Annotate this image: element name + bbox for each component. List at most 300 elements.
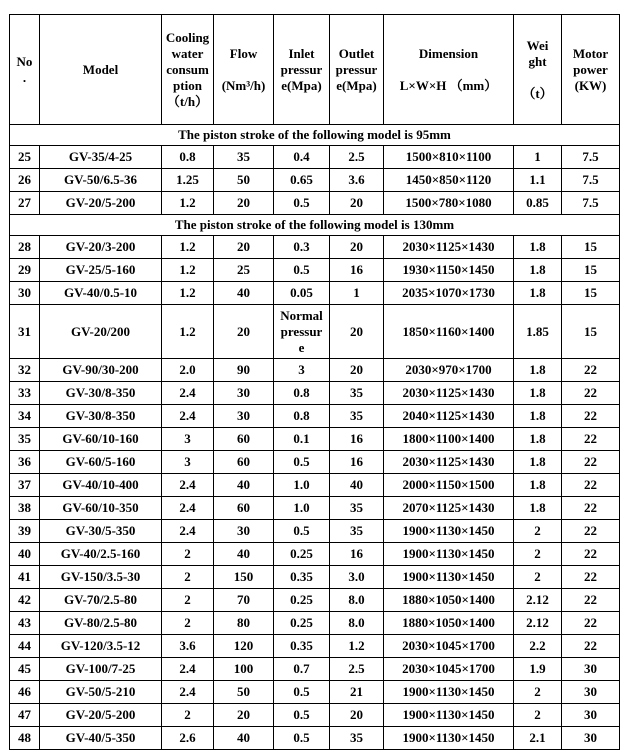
- cell-cooling-water-text: 2: [184, 569, 191, 584]
- table-row: [10, 236, 620, 259]
- cell-outlet-pressure-text: 3.6: [348, 172, 365, 187]
- cell-weight-text: 1.9: [529, 661, 546, 676]
- cell-weight: [514, 543, 562, 566]
- cell-inlet-pressure-text: 0.5: [293, 454, 310, 469]
- cell-outlet-pressure-text: 20: [350, 362, 363, 377]
- cell-model-text: GV-150/3.5-30: [60, 569, 141, 584]
- cell-dimension: [384, 382, 514, 405]
- cell-weight: [514, 589, 562, 612]
- cell-weight-text: 1.8: [529, 362, 546, 377]
- cell-dimension: [384, 259, 514, 282]
- cell-inlet-pressure-text: 0.8: [293, 408, 310, 423]
- cell-dimension-text: 2030×1045×1700: [402, 638, 495, 653]
- cell-weight-text: 1.8: [529, 477, 546, 492]
- cell-dimension-text: 1850×1160×1400: [402, 323, 495, 339]
- cell-inlet-pressure-text: 0.5: [293, 684, 310, 699]
- cell-motor-power-text: 30: [584, 684, 597, 699]
- cell-flow-text: 60: [237, 431, 250, 446]
- table-row: [10, 405, 620, 428]
- cell-cooling-water: [162, 658, 214, 681]
- table-row: [10, 382, 620, 405]
- cell-outlet-pressure-text: 20: [350, 195, 363, 210]
- cell-motor-power: [562, 474, 620, 497]
- cell-no-text: 36: [18, 454, 31, 469]
- cell-outlet-pressure-text: 2.5: [348, 661, 365, 676]
- cell-model: [40, 497, 162, 520]
- cell-motor-power: [562, 589, 620, 612]
- cell-dimension-text: 1900×1130×1450: [402, 684, 495, 699]
- cell-outlet-pressure: [330, 169, 384, 192]
- cell-cooling-water-text: 2: [184, 615, 191, 630]
- cell-model-text: GV-100/7-25: [65, 661, 136, 676]
- cell-inlet-pressure: [274, 520, 330, 543]
- cell-inlet-pressure-text: 0.35: [290, 638, 313, 653]
- cell-motor-power: [562, 259, 620, 282]
- cell-motor-power: [562, 543, 620, 566]
- cell-weight-text: 1.8: [529, 454, 546, 469]
- cell-outlet-pressure-text: 40: [350, 477, 363, 492]
- cell-inlet-pressure-text: 0.65: [290, 172, 313, 187]
- cell-dimension-text: 1930×1150×1450: [402, 262, 495, 277]
- cell-inlet-pressure: [274, 727, 330, 750]
- cell-model-text: GV-30/5-350: [65, 523, 136, 538]
- cell-flow: [214, 282, 274, 305]
- table-row: [10, 192, 620, 215]
- section-header-row: [10, 215, 620, 236]
- cell-motor-power: [562, 612, 620, 635]
- cell-cooling-water-text: 3: [184, 454, 191, 469]
- cell-no: [10, 658, 40, 681]
- cell-weight: [514, 658, 562, 681]
- cell-model: [40, 192, 162, 215]
- cell-motor-power-text: 15: [584, 262, 597, 277]
- cell-model: [40, 681, 162, 704]
- cell-motor-power: [562, 497, 620, 520]
- cell-no: [10, 612, 40, 635]
- cell-outlet-pressure-text: 8.0: [348, 615, 365, 630]
- cell-no-text: 31: [18, 323, 31, 339]
- cell-flow: [214, 635, 274, 658]
- table-row: [10, 612, 620, 635]
- cell-motor-power-text: 15: [584, 285, 597, 300]
- cell-model-text: GV-40/5-350: [65, 730, 136, 745]
- cell-weight: [514, 236, 562, 259]
- cell-inlet-pressure-text: 0.1: [293, 431, 310, 446]
- cell-inlet-pressure: [274, 382, 330, 405]
- cell-weight-text: 2.12: [526, 615, 549, 630]
- table-row: [10, 635, 620, 658]
- cell-dimension-text: 1800×1100×1400: [402, 431, 495, 446]
- cell-weight: [514, 704, 562, 727]
- cell-model-text: GV-20/3-200: [65, 239, 136, 254]
- cell-model: [40, 612, 162, 635]
- cell-flow-text: 30: [237, 408, 250, 423]
- cell-model-text: GV-30/8-350: [65, 408, 136, 423]
- cell-dimension: [384, 566, 514, 589]
- cell-inlet-pressure: [274, 497, 330, 520]
- cell-flow-text: 40: [237, 730, 250, 745]
- cell-no: [10, 282, 40, 305]
- cell-weight-text: 1.8: [529, 262, 546, 277]
- cell-weight-text: 1.85: [526, 323, 549, 339]
- header-no: No .: [10, 15, 40, 125]
- cell-model-text: GV-30/8-350: [65, 385, 136, 400]
- cell-inlet-pressure-text: 1.0: [293, 500, 310, 515]
- cell-outlet-pressure-text: 16: [350, 546, 363, 561]
- cell-flow-text: 20: [237, 239, 250, 254]
- cell-flow: [214, 543, 274, 566]
- cell-motor-power: [562, 658, 620, 681]
- cell-outlet-pressure: [330, 146, 384, 169]
- table-row: [10, 146, 620, 169]
- cell-outlet-pressure-text: 3.0: [348, 569, 365, 584]
- cell-cooling-water: [162, 635, 214, 658]
- cell-inlet-pressure: [274, 543, 330, 566]
- cell-outlet-pressure: [330, 282, 384, 305]
- cell-dimension-text: 1900×1130×1450: [402, 546, 495, 561]
- cell-motor-power: [562, 428, 620, 451]
- cell-weight-text: 1.8: [529, 239, 546, 254]
- cell-motor-power: [562, 192, 620, 215]
- cell-no: [10, 382, 40, 405]
- cell-dimension-text: 2040×1125×1430: [402, 408, 495, 423]
- cell-model: [40, 566, 162, 589]
- cell-cooling-water: [162, 169, 214, 192]
- cell-dimension: [384, 543, 514, 566]
- cell-motor-power-text: 22: [584, 500, 597, 515]
- cell-weight-text: 2: [534, 684, 541, 699]
- cell-weight: [514, 192, 562, 215]
- cell-cooling-water-text: 2.4: [179, 684, 196, 699]
- cell-motor-power: [562, 146, 620, 169]
- cell-outlet-pressure: [330, 681, 384, 704]
- header-row: [10, 15, 620, 125]
- cell-no: [10, 635, 40, 658]
- cell-outlet-pressure: [330, 566, 384, 589]
- cell-inlet-pressure-text: 0.25: [290, 546, 313, 561]
- cell-cooling-water-text: 1.25: [176, 172, 199, 187]
- cell-dimension: [384, 704, 514, 727]
- section-title: The piston stroke of the following model is 95mm: [10, 125, 620, 146]
- cell-flow: [214, 589, 274, 612]
- cell-flow: [214, 305, 274, 359]
- cell-no-text: 39: [18, 523, 31, 538]
- cell-flow-text: 60: [237, 454, 250, 469]
- cell-motor-power: [562, 704, 620, 727]
- cell-model: [40, 451, 162, 474]
- cell-no-text: 45: [18, 661, 31, 676]
- cell-no-text: 33: [18, 385, 31, 400]
- cell-dimension-text: 1500×780×1080: [405, 195, 492, 210]
- cell-motor-power: [562, 566, 620, 589]
- cell-outlet-pressure: [330, 259, 384, 282]
- cell-cooling-water-text: 1.2: [179, 195, 196, 210]
- cell-inlet-pressure: [274, 359, 330, 382]
- cell-model-text: GV-70/2.5-80: [63, 592, 138, 607]
- cell-no-text: 41: [18, 569, 31, 584]
- cell-no-text: 35: [18, 431, 31, 446]
- cell-outlet-pressure-text: 1.2: [348, 638, 365, 653]
- cell-motor-power: [562, 236, 620, 259]
- cell-motor-power-text: 22: [584, 477, 597, 492]
- cell-model: [40, 658, 162, 681]
- cell-dimension: [384, 405, 514, 428]
- cell-no-text: 34: [18, 408, 31, 423]
- table-row: [10, 566, 620, 589]
- cell-no: [10, 359, 40, 382]
- cell-weight: [514, 405, 562, 428]
- cell-motor-power-text: 22: [584, 431, 597, 446]
- cell-model-text: GV-20/5-200: [65, 707, 136, 722]
- cell-outlet-pressure: [330, 405, 384, 428]
- cell-no: [10, 704, 40, 727]
- cell-inlet-pressure: [274, 612, 330, 635]
- cell-weight-text: 1.8: [529, 285, 546, 300]
- cell-model: [40, 704, 162, 727]
- cell-weight-text: 2.12: [526, 592, 549, 607]
- cell-cooling-water: [162, 382, 214, 405]
- cell-outlet-pressure: [330, 635, 384, 658]
- cell-cooling-water: [162, 497, 214, 520]
- cell-dimension-text: 2030×1125×1430: [402, 385, 495, 400]
- cell-weight: [514, 282, 562, 305]
- cell-model: [40, 635, 162, 658]
- cell-flow-text: 120: [233, 638, 254, 653]
- cell-cooling-water-text: 0.8: [179, 149, 196, 164]
- cell-flow-text: 35: [237, 149, 250, 164]
- cell-dimension: [384, 282, 514, 305]
- cell-cooling-water: [162, 566, 214, 589]
- cell-motor-power-text: 22: [584, 408, 597, 423]
- cell-inlet-pressure-text: 0.5: [293, 523, 310, 538]
- cell-inlet-pressure: [274, 474, 330, 497]
- cell-model-text: GV-60/10-160: [62, 431, 139, 446]
- cell-cooling-water: [162, 704, 214, 727]
- cell-model: [40, 259, 162, 282]
- cell-model: [40, 169, 162, 192]
- cell-motor-power-text: 30: [584, 661, 597, 676]
- cell-weight: [514, 681, 562, 704]
- cell-dimension: [384, 451, 514, 474]
- cell-weight: [514, 612, 562, 635]
- cell-motor-power: [562, 681, 620, 704]
- cell-cooling-water: [162, 146, 214, 169]
- cell-flow: [214, 520, 274, 543]
- cell-cooling-water-text: 3.6: [179, 638, 196, 653]
- cell-weight: [514, 305, 562, 359]
- cell-motor-power-text: 22: [584, 546, 597, 561]
- cell-cooling-water: [162, 405, 214, 428]
- cell-flow: [214, 704, 274, 727]
- cell-no-text: 28: [18, 239, 31, 254]
- cell-flow: [214, 359, 274, 382]
- cell-cooling-water: [162, 589, 214, 612]
- cell-weight: [514, 635, 562, 658]
- cell-weight-text: 1.8: [529, 385, 546, 400]
- cell-flow: [214, 658, 274, 681]
- cell-model: [40, 474, 162, 497]
- cell-dimension: [384, 727, 514, 750]
- header-outlet-pressure: Outlet pressur e(Mpa): [330, 15, 384, 125]
- cell-flow-text: 50: [237, 172, 250, 187]
- cell-flow: [214, 192, 274, 215]
- cell-weight: [514, 497, 562, 520]
- cell-cooling-water: [162, 612, 214, 635]
- cell-weight-text: 1.8: [529, 408, 546, 423]
- cell-inlet-pressure: [274, 566, 330, 589]
- cell-inlet-pressure-text: 0.35: [290, 569, 313, 584]
- cell-flow-text: 90: [237, 362, 250, 377]
- cell-cooling-water-text: 2.6: [179, 730, 196, 745]
- cell-weight: [514, 146, 562, 169]
- cell-cooling-water-text: 1.2: [179, 239, 196, 254]
- cell-no: [10, 451, 40, 474]
- cell-model: [40, 543, 162, 566]
- cell-no-text: 37: [18, 477, 31, 492]
- cell-motor-power: [562, 282, 620, 305]
- cell-outlet-pressure-text: 21: [350, 684, 363, 699]
- cell-motor-power: [562, 405, 620, 428]
- cell-motor-power: [562, 727, 620, 750]
- cell-no: [10, 405, 40, 428]
- table-row: [10, 497, 620, 520]
- cell-model: [40, 382, 162, 405]
- cell-cooling-water-text: 2.4: [179, 523, 196, 538]
- cell-no-text: 46: [18, 684, 31, 699]
- cell-motor-power: [562, 169, 620, 192]
- cell-outlet-pressure-text: 35: [350, 730, 363, 745]
- cell-model: [40, 282, 162, 305]
- cell-weight: [514, 169, 562, 192]
- cell-weight-text: 1.8: [529, 431, 546, 446]
- cell-model-text: GV-50/5-210: [65, 684, 136, 699]
- cell-weight: [514, 259, 562, 282]
- cell-flow-text: 150: [233, 569, 254, 584]
- cell-no: [10, 474, 40, 497]
- cell-cooling-water-text: 2.4: [179, 477, 196, 492]
- cell-flow-text: 100: [233, 661, 254, 676]
- cell-weight-text: 1: [534, 149, 541, 164]
- cell-weight: [514, 727, 562, 750]
- cell-flow: [214, 474, 274, 497]
- cell-outlet-pressure-text: 16: [350, 262, 363, 277]
- cell-weight: [514, 428, 562, 451]
- table-row: [10, 658, 620, 681]
- cell-cooling-water: [162, 474, 214, 497]
- header-motor-power: Motor power (KW): [562, 15, 620, 125]
- cell-cooling-water: [162, 305, 214, 359]
- cell-outlet-pressure: [330, 192, 384, 215]
- cell-inlet-pressure-text: 3: [298, 362, 305, 377]
- table-row: [10, 474, 620, 497]
- cell-flow: [214, 169, 274, 192]
- cell-outlet-pressure-text: 20: [350, 707, 363, 722]
- cell-dimension: [384, 658, 514, 681]
- cell-no: [10, 543, 40, 566]
- cell-flow-text: 20: [237, 707, 250, 722]
- table-row: [10, 543, 620, 566]
- cell-no-text: 30: [18, 285, 31, 300]
- cell-outlet-pressure: [330, 658, 384, 681]
- cell-motor-power-text: 22: [584, 362, 597, 377]
- cell-no-text: 29: [18, 262, 31, 277]
- cell-dimension-text: 2030×1125×1430: [402, 239, 495, 254]
- header-weight: Wei ght （t）: [514, 15, 562, 125]
- table-row: [10, 305, 620, 359]
- cell-outlet-pressure-text: 8.0: [348, 592, 365, 607]
- cell-no-text: 26: [18, 172, 31, 187]
- cell-cooling-water-text: 1.2: [179, 285, 196, 300]
- cell-weight: [514, 474, 562, 497]
- cell-dimension-text: 1880×1050×1400: [402, 592, 495, 607]
- cell-outlet-pressure: [330, 305, 384, 359]
- cell-inlet-pressure: [274, 681, 330, 704]
- cell-outlet-pressure: [330, 497, 384, 520]
- cell-weight-text: 2.2: [529, 638, 546, 653]
- table-row: [10, 520, 620, 543]
- cell-model-text: GV-120/3.5-12: [60, 638, 141, 653]
- cell-no: [10, 146, 40, 169]
- cell-weight: [514, 451, 562, 474]
- section-header-row: [10, 125, 620, 146]
- cell-model: [40, 727, 162, 750]
- cell-no-text: 27: [18, 195, 31, 210]
- cell-model-text: GV-40/0.5-10: [63, 285, 138, 300]
- cell-inlet-pressure-text: 0.5: [293, 262, 310, 277]
- cell-motor-power-text: 7.5: [582, 195, 599, 210]
- cell-no-text: 38: [18, 500, 31, 515]
- cell-outlet-pressure: [330, 520, 384, 543]
- cell-model-text: GV-50/6.5-36: [63, 172, 138, 187]
- cell-flow-text: 30: [237, 523, 250, 538]
- cell-motor-power: [562, 635, 620, 658]
- cell-inlet-pressure-text: 0.5: [293, 730, 310, 745]
- cell-cooling-water-text: 2.4: [179, 385, 196, 400]
- cell-outlet-pressure-text: 2.5: [348, 149, 365, 164]
- cell-flow: [214, 146, 274, 169]
- table-row: [10, 704, 620, 727]
- cell-model-text: GV-60/5-160: [65, 454, 136, 469]
- cell-no-text: 48: [18, 730, 31, 745]
- cell-motor-power-text: 15: [584, 239, 597, 254]
- cell-motor-power-text: 30: [584, 707, 597, 722]
- cell-outlet-pressure: [330, 727, 384, 750]
- cell-outlet-pressure-text: 20: [350, 323, 363, 339]
- cell-dimension: [384, 146, 514, 169]
- cell-cooling-water-text: 2.0: [179, 362, 196, 377]
- cell-motor-power-text: 22: [584, 638, 597, 653]
- table-row: [10, 282, 620, 305]
- cell-no-text: 42: [18, 592, 31, 607]
- cell-dimension: [384, 359, 514, 382]
- cell-dimension: [384, 192, 514, 215]
- cell-outlet-pressure: [330, 428, 384, 451]
- cell-no-text: 44: [18, 638, 31, 653]
- cell-flow-text: 40: [237, 477, 250, 492]
- cell-no: [10, 566, 40, 589]
- cell-weight-text: 2: [534, 569, 541, 584]
- cell-weight-text: 2.1: [529, 730, 546, 745]
- cell-flow: [214, 451, 274, 474]
- cell-flow-text: 60: [237, 500, 250, 515]
- cell-model: [40, 359, 162, 382]
- cell-inlet-pressure-text: 0.8: [293, 385, 310, 400]
- cell-model-text: GV-60/10-350: [62, 500, 139, 515]
- cell-flow: [214, 405, 274, 428]
- cell-motor-power: [562, 359, 620, 382]
- cell-inlet-pressure: [274, 236, 330, 259]
- cell-motor-power-text: 30: [584, 730, 597, 745]
